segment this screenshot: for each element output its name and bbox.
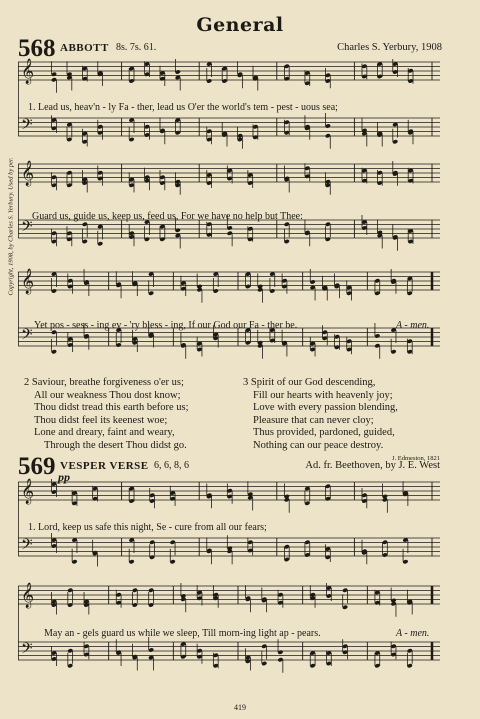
verse-3 xyxy=(243,377,398,453)
verse-line: Fill our hearts with heavenly joy; xyxy=(253,389,393,401)
verse-line: Thou didst tread this earth before us; xyxy=(34,402,189,414)
svg-text:𝄢: 𝄢 xyxy=(21,326,33,347)
page-title: General xyxy=(196,14,284,36)
verse-line: 3 Spirit of our God descending, xyxy=(243,377,376,388)
verse-line: All our weakness Thou dost know; xyxy=(34,389,181,401)
verse-line: 2 Saviour, breathe forgiveness o'er us; xyxy=(24,377,184,388)
verse-2 xyxy=(24,377,189,453)
svg-text:𝄞: 𝄞 xyxy=(21,583,35,608)
verse-line: Nothing can our peace destroy. xyxy=(253,439,384,451)
lyric-line: 1. Lord, keep us safe this night, Se - cure from all our fears; xyxy=(28,522,267,533)
verse-line: Lone and dreary, faint and weary, xyxy=(34,427,175,439)
amen-text: A - men. xyxy=(396,628,430,639)
svg-text:𝄢: 𝄢 xyxy=(21,116,33,137)
lyric-line: May an - gels guard us while we sleep, Till morn-ing light ap - pears. xyxy=(44,628,321,639)
tune-name: ABBOTT xyxy=(60,42,109,54)
music-system-3 xyxy=(18,268,448,368)
lyric-line: Guard us, guide us, keep us, feed us, For we have no help but Thee: xyxy=(32,211,303,222)
composer: Ad. fr. Beethoven, by J. E. West xyxy=(305,460,440,471)
svg-text:𝄢: 𝄢 xyxy=(21,640,33,661)
amen-text: A - men. xyxy=(396,320,430,331)
hymn-number: 569 xyxy=(18,453,56,480)
svg-text:𝄢: 𝄢 xyxy=(21,218,33,239)
verse-line: Love with every passion blending, xyxy=(253,402,398,414)
svg-text:𝄞: 𝄞 xyxy=(21,161,35,186)
verse-line: Pleasure that can never cloy; xyxy=(253,414,374,426)
tune-name: VESPER VERSE xyxy=(60,460,149,472)
meter: 8s. 7s. 61. xyxy=(116,42,157,53)
lyric-line: Yet pos - sess - ing ev - 'ry bless - ing, If our God our Fa - ther be. xyxy=(34,320,298,331)
hymn-number: 568 xyxy=(18,35,56,62)
composer: Charles S. Yerbury, 1908 xyxy=(337,42,442,53)
hymn-author: J. Edmeston, 1821 xyxy=(391,455,440,462)
music-system-2 xyxy=(18,160,448,260)
copyright-note: Copyright, 1908, by Charles S. Yerbury. Used by per. xyxy=(7,157,15,296)
svg-text:𝄞: 𝄞 xyxy=(21,59,35,84)
verse-line: Through the desert Thou didst go. xyxy=(44,439,187,451)
verse-line: Thou didst feel its keenest woe; xyxy=(34,414,168,426)
verse-line: Thus provided, pardoned, guided, xyxy=(253,427,395,439)
lyric-line: 1. Lead us, heav'n - ly Fa - ther, lead us O'er the world's tem - pest - uous sea; xyxy=(28,102,338,113)
svg-text:𝄢: 𝄢 xyxy=(21,536,33,557)
svg-text:𝄞: 𝄞 xyxy=(21,269,35,294)
svg-text:𝄞: 𝄞 xyxy=(21,479,35,504)
meter: 6, 6, 8, 6 xyxy=(154,460,189,471)
page-number: 419 xyxy=(234,703,246,712)
dynamic-marking: pp xyxy=(58,470,70,484)
